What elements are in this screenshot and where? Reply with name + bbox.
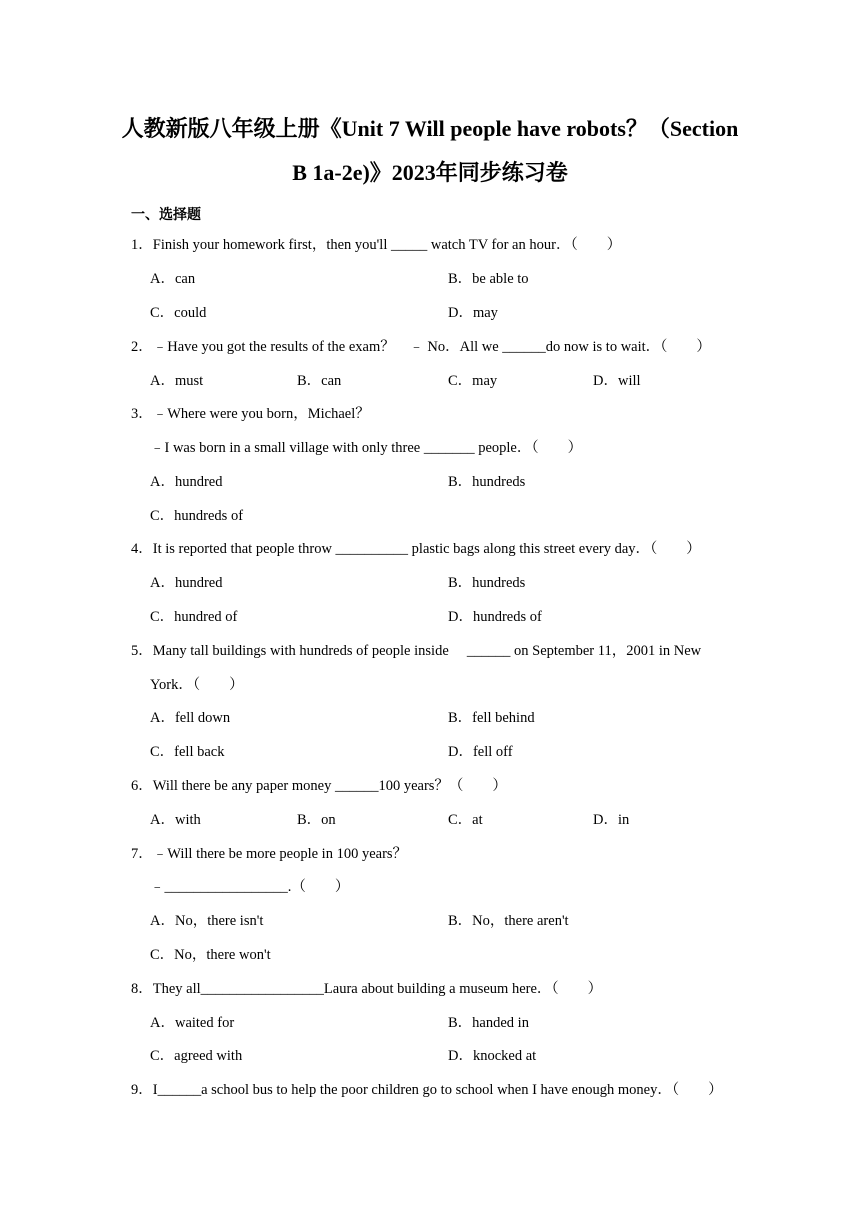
page-title-line-2: B 1a-2e)》2023年同步练习卷 [292,160,568,185]
question-5-option-d[interactable]: D．fell off [448,744,513,760]
question-3-option-c[interactable]: C．hundreds of [150,508,244,524]
question-4-stem: 4．It is reported that people throw __________ plastic bags along this street every day．（ ） [131,541,701,557]
question-4-option-d[interactable]: D．hundreds of [448,609,542,625]
question-2-option-b[interactable]: B．can [297,373,342,389]
question-2-option-c[interactable]: C．may [448,373,498,389]
question-1-option-d[interactable]: D．may [448,305,498,321]
section-heading: 一、选择题 [131,207,201,223]
question-9-stem: 9．I______a school bus to help the poor children go to school when I have enough money．（ ） [131,1082,723,1098]
question-1-option-b[interactable]: B．be able to [448,271,529,287]
question-3-stem: 3．﹣Where were you born，Michael？ [131,406,370,422]
question-3-option-a[interactable]: A．hundred [150,474,223,490]
question-7-stem: 7．﹣Will there be more people in 100 years？ [131,846,408,862]
question-2-stem: 2．﹣Have you got the results of the exam？ ﹣ No．All we ______do now is to wait．（ ） [131,339,711,355]
question-8-stem: 8．They all_________________Laura about building a museum here．（ ） [131,981,603,997]
question-6-option-a[interactable]: A．with [150,812,201,828]
question-6-option-b[interactable]: B．on [297,812,336,828]
question-3-option-b[interactable]: B．hundreds [448,474,526,490]
question-5-option-b[interactable]: B．fell behind [448,710,535,726]
question-5-option-c[interactable]: C．fell back [150,744,225,760]
question-4-option-b[interactable]: B．hundreds [448,575,526,591]
question-6-option-d[interactable]: D．in [593,812,630,828]
question-1-stem: 1．Finish your homework first，then you'll _____ watch TV for an hour．（ ） [131,237,622,253]
question-1-option-a[interactable]: A．can [150,271,196,287]
question-2-option-d[interactable]: D．will [593,373,641,389]
question-2-option-a[interactable]: A．must [150,373,204,389]
question-7-option-b[interactable]: B．No，there aren't [448,913,569,929]
question-1-option-c[interactable]: C．could [150,305,207,321]
question-8-option-c[interactable]: C．agreed with [150,1048,243,1064]
question-8-option-b[interactable]: B．handed in [448,1015,529,1031]
question-4-option-a[interactable]: A．hundred [150,575,223,591]
question-7-option-a[interactable]: A．No，there isn't [150,913,264,929]
question-4-option-c[interactable]: C．hundred of [150,609,238,625]
question-7-stem-line-2: ﹣_________________.（ ） [150,879,350,895]
question-8-option-a[interactable]: A．waited for [150,1015,235,1031]
question-8-option-d[interactable]: D．knocked at [448,1048,537,1064]
question-6-option-c[interactable]: C．at [448,812,483,828]
page-title-line-1: 人教新版八年级上册《Unit 7 Will people have robots？（Section [121,116,739,141]
question-5-option-a[interactable]: A．fell down [150,710,231,726]
question-6-stem: 6．Will there be any paper money ______100 years？（ ） [131,778,507,794]
question-5-stem: 5．Many tall buildings with hundreds of people inside ______ on September 11，2001 in New [131,643,702,659]
question-7-option-c[interactable]: C．No，there won't [150,947,271,963]
question-5-stem-line-2: York．（ ） [150,677,244,693]
question-3-stem-line-2: ﹣I was born in a small village with only three _______ people．（ ） [150,440,583,456]
